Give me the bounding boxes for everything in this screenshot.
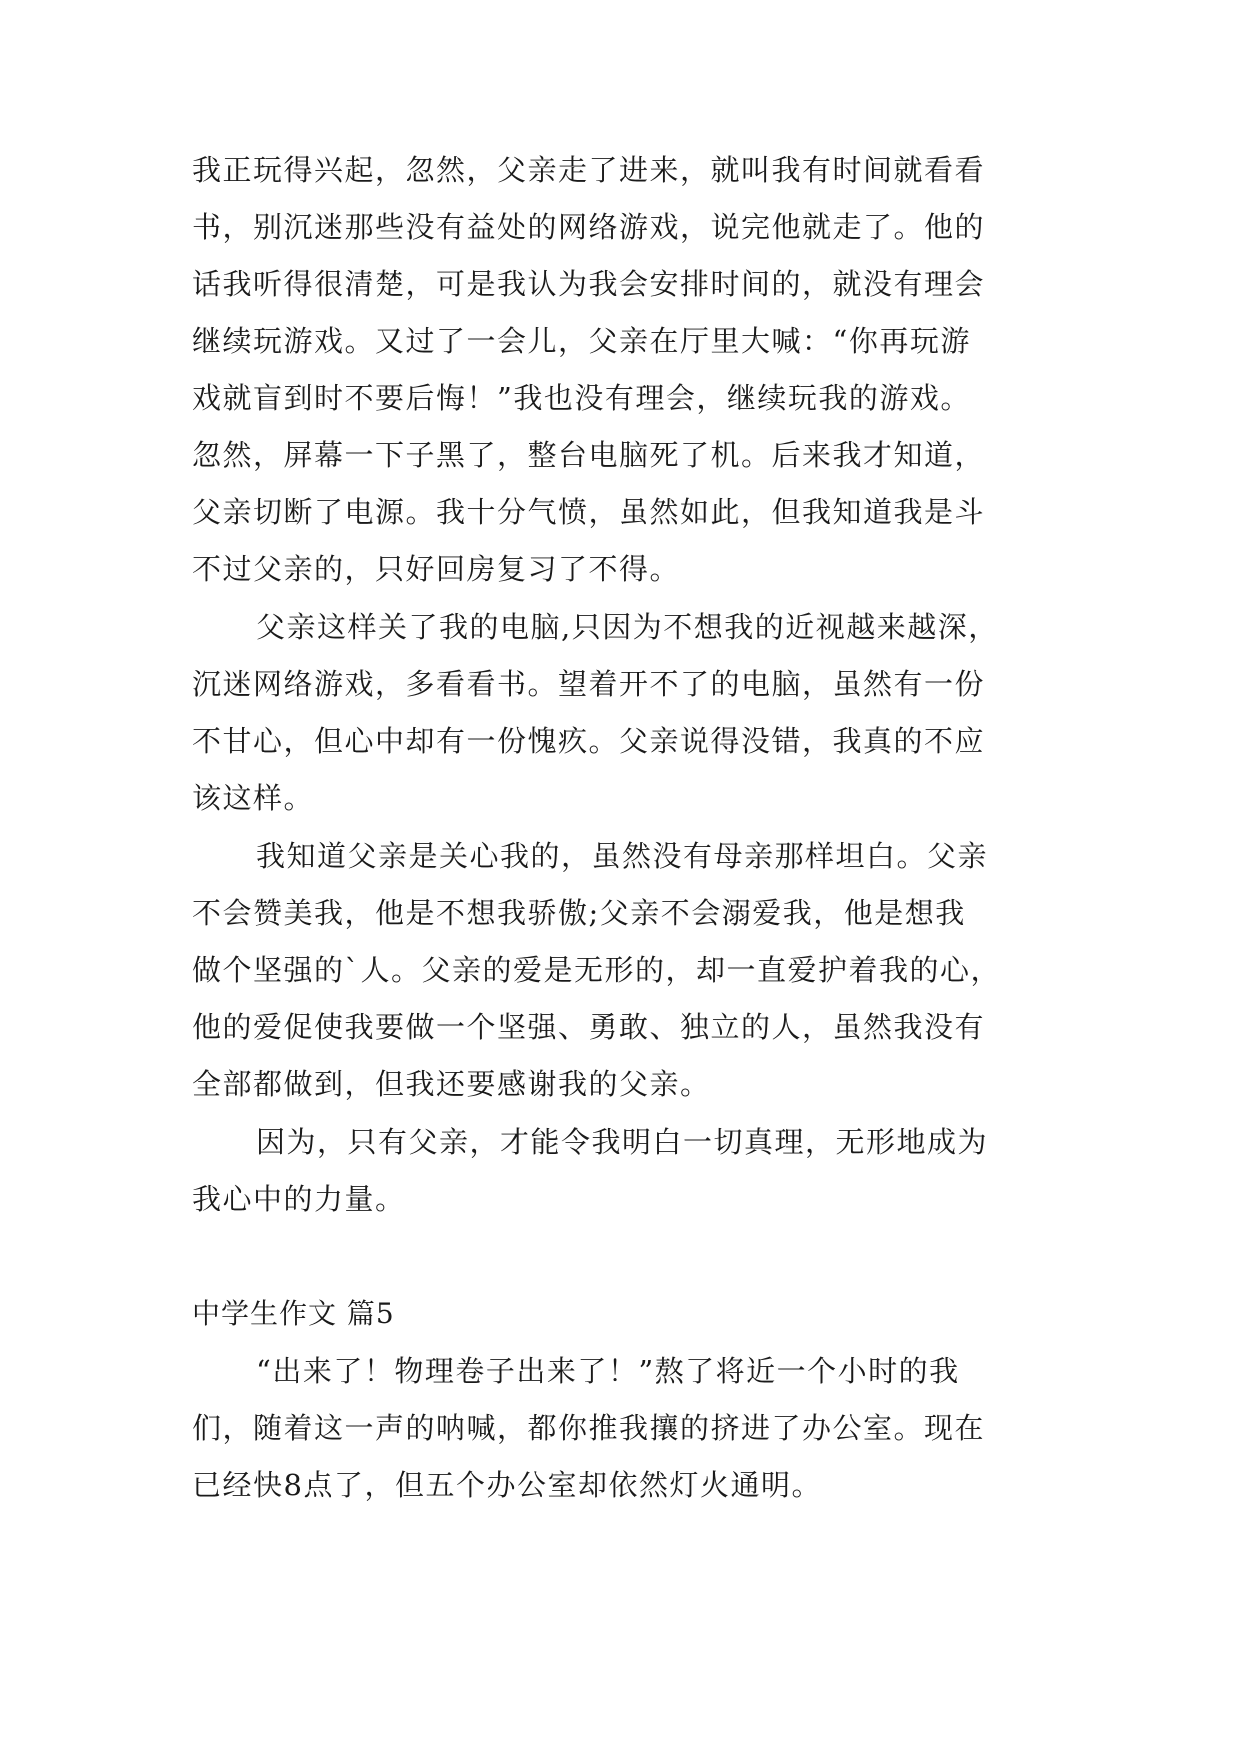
text-line: 父亲切断了电源。我十分气愤，虽然如此，但我知道我是斗: [192, 495, 986, 529]
text-line: 全部都做到，但我还要感谢我的父亲。: [192, 1067, 711, 1101]
text-line: 做个坚强的`人。父亲的爱是无形的，却一直爱护着我的心，: [192, 953, 1002, 987]
text-line: 继续玩游戏。又过了一会儿，父亲在厅里大喊：“你再玩游: [192, 324, 971, 358]
text-line: 因为，只有父亲，才能令我明白一切真理，无形地成为: [256, 1125, 989, 1159]
text-line: 父亲这样关了我的电脑,只因为不想我的近视越来越深，: [256, 610, 999, 644]
text-line: 戏就盲到时不要后悔！”我也没有理会，继续玩我的游戏。: [192, 381, 971, 415]
text-line: “出来了！物理卷子出来了！”熬了将近一个小时的我: [256, 1354, 960, 1388]
text-line: 不会赞美我，他是不想我骄傲;父亲不会溺爱我，他是想我: [192, 896, 966, 930]
text-line: 我心中的力量。: [192, 1182, 406, 1216]
text-line: 该这样。: [192, 781, 315, 815]
text-line: 我知道父亲是关心我的，虽然没有母亲那样坦白。父亲: [256, 839, 989, 873]
text-line: 话我听得很清楚，可是我认为我会安排时间的，就没有理会: [192, 267, 986, 301]
text-line: 已经快8点了，但五个办公室却依然灯火通明。: [192, 1468, 822, 1502]
text-line: 书，别沉迷那些没有益处的网络游戏，说完他就走了。他的: [192, 210, 986, 244]
section-heading: 中学生作文 篇5: [192, 1297, 395, 1330]
text-line: 我正玩得兴起，忽然，父亲走了进来，就叫我有时间就看看: [192, 153, 986, 187]
text-line: 们，随着这一声的呐喊，都你推我攘的挤进了办公室。现在: [192, 1411, 986, 1445]
text-line: 沉迷网络游戏，多看看书。望着开不了的电脑，虽然有一份: [192, 667, 986, 701]
text-line: 不甘心，但心中却有一份愧疚。父亲说得没错，我真的不应: [192, 724, 986, 758]
text-line: 忽然，屏幕一下子黑了，整台电脑死了机。后来我才知道，: [192, 438, 986, 472]
text-line: 他的爱促使我要做一个坚强、勇敢、独立的人，虽然我没有: [192, 1010, 986, 1044]
text-line: 不过父亲的，只好回房复习了不得。: [192, 552, 681, 586]
